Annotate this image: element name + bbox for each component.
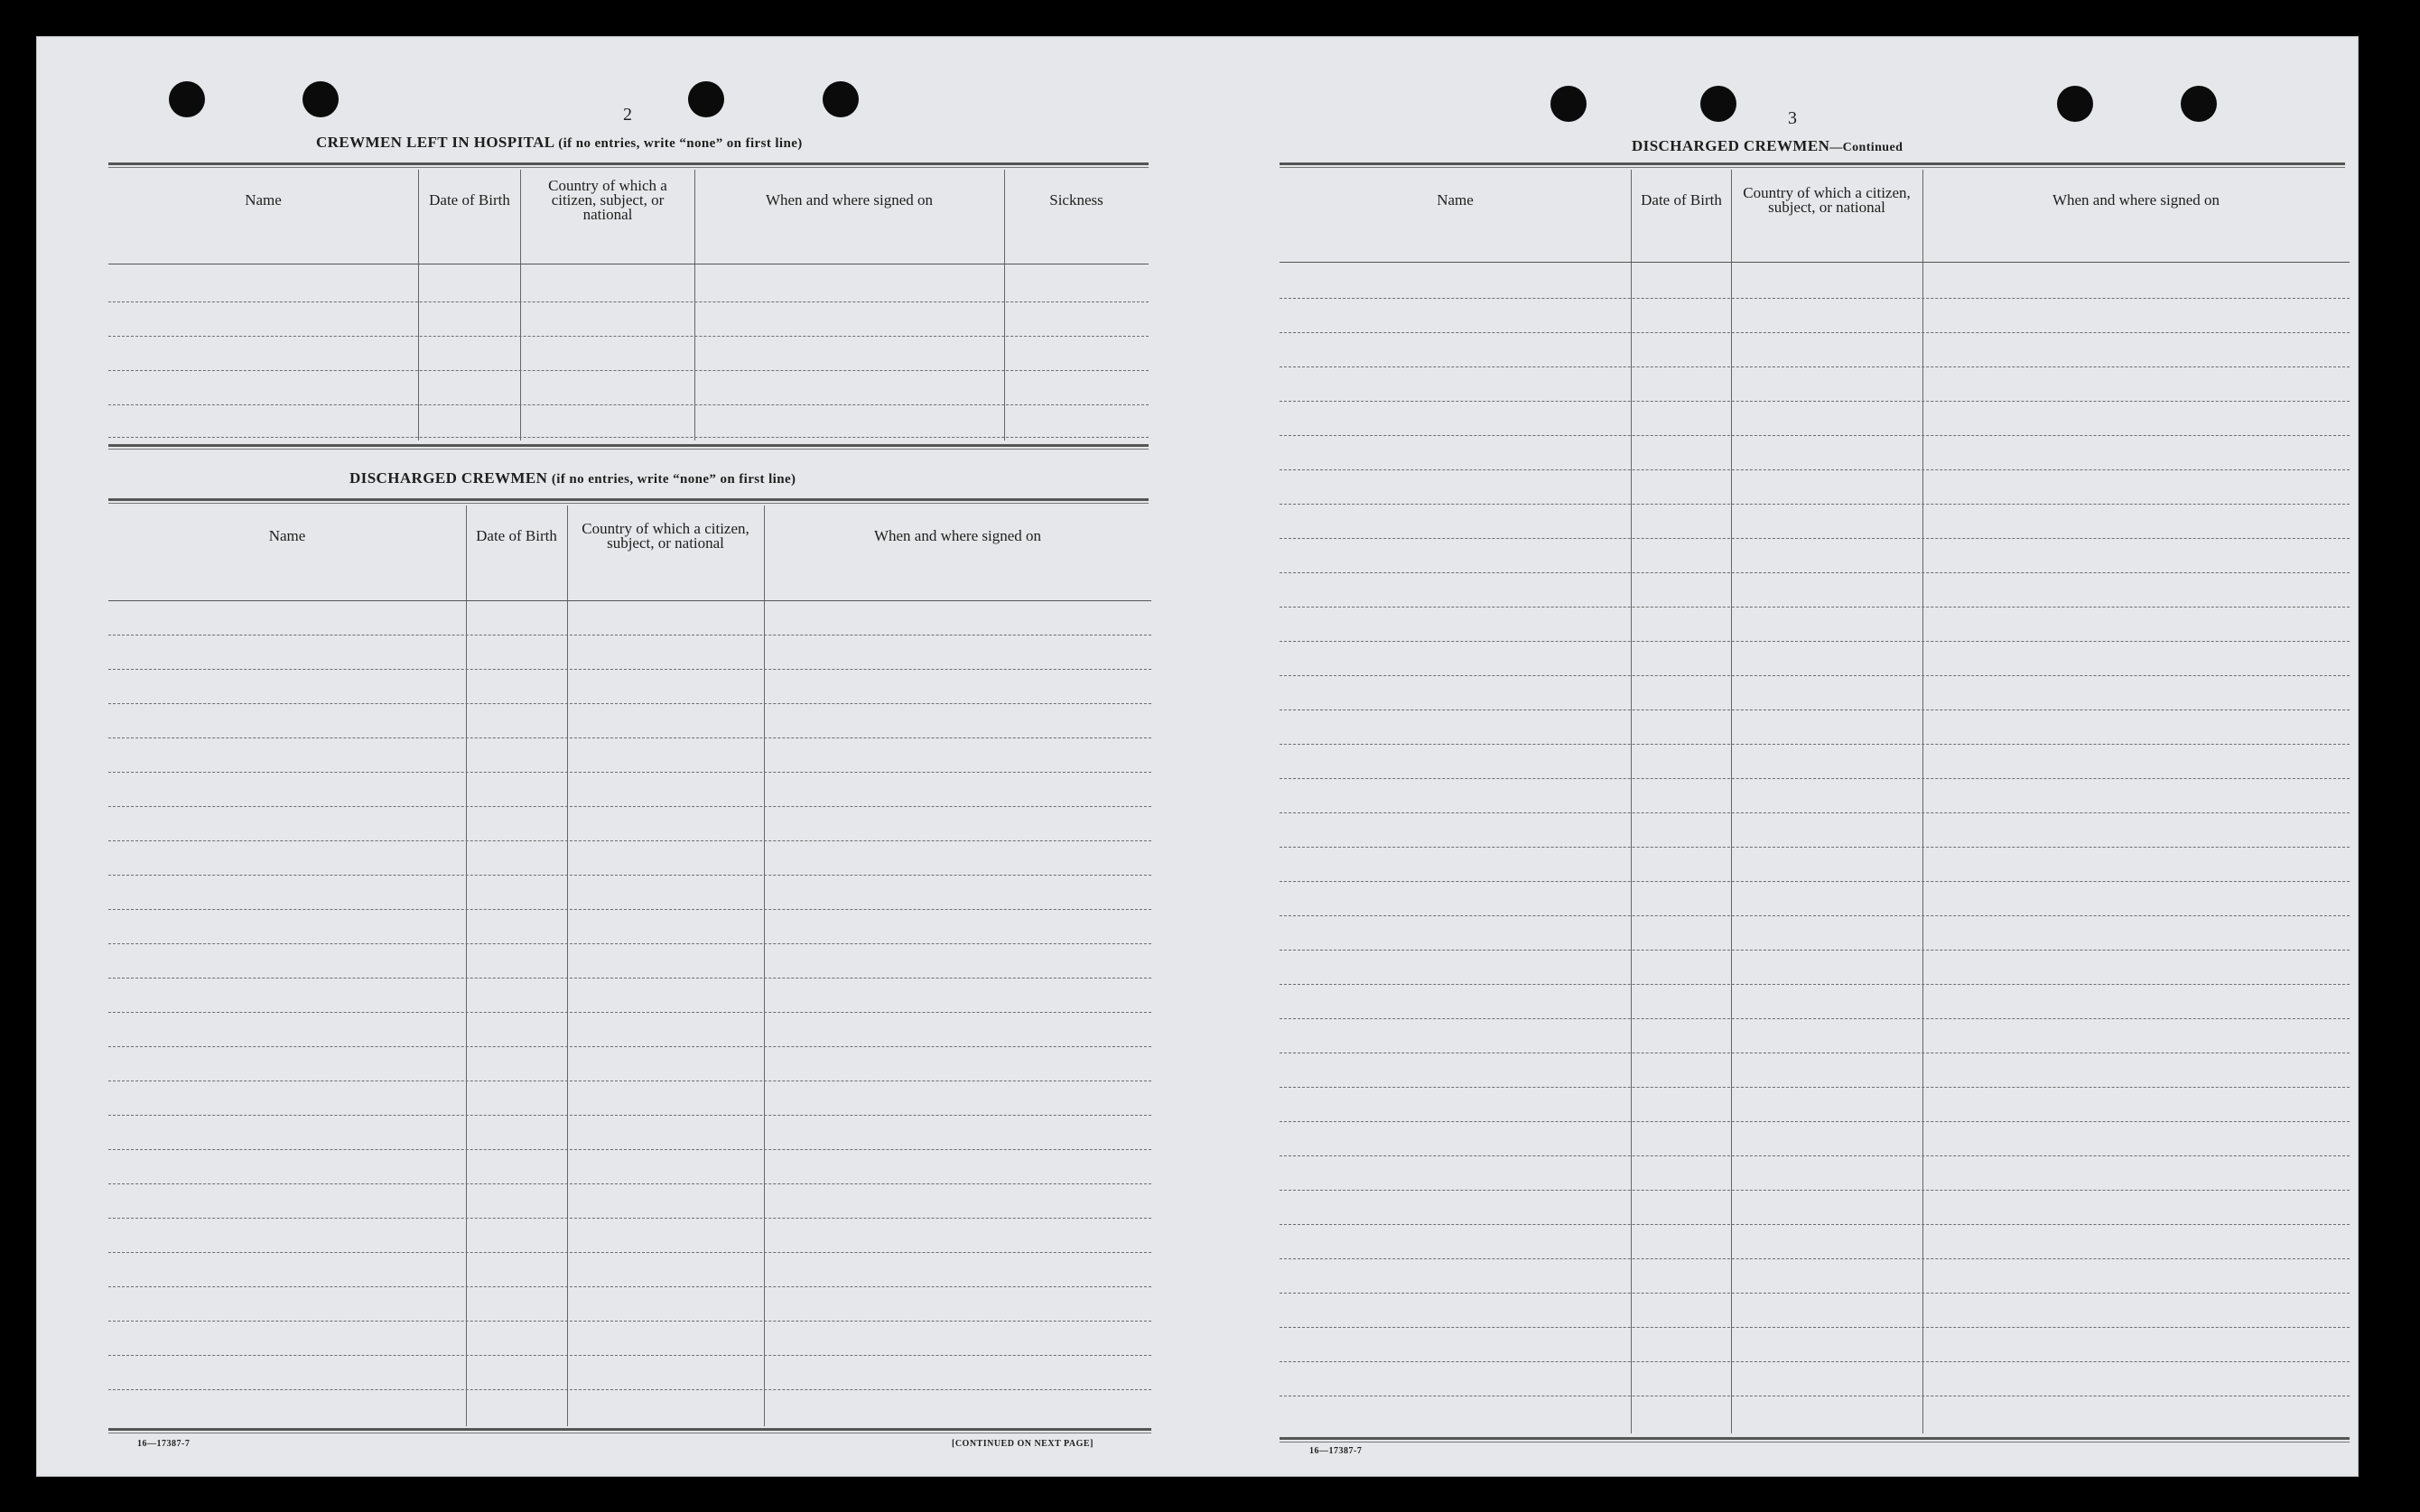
entry-line <box>108 404 1149 405</box>
entry-line <box>1280 572 2350 573</box>
entry-line <box>108 1286 1151 1287</box>
entry-line <box>108 370 1149 371</box>
column-header-signed-on: When and where signed on <box>765 191 934 209</box>
column-divider <box>764 506 765 1426</box>
hospital-top-rule <box>108 162 1149 165</box>
right-bottom-rule <box>1280 1437 2350 1440</box>
column-header-country: Country of which a citizen, subject, or national <box>548 177 667 223</box>
entry-line <box>108 875 1151 876</box>
header-underline <box>108 600 1151 601</box>
entry-line <box>108 437 1149 438</box>
column-divider <box>466 506 467 1426</box>
continued-note: [CONTINUED ON NEXT PAGE] <box>952 1439 1094 1449</box>
discharged-title-note: (if no entries, write “none” on first line) <box>551 472 796 487</box>
entry-line <box>1280 504 2350 505</box>
discharged-continued-title <box>1632 137 1903 155</box>
entry-line <box>108 1046 1151 1047</box>
binder-hole <box>2181 86 2217 122</box>
column-divider <box>418 170 419 441</box>
column-header-country: Country of which a citizen, subject, or national <box>1743 184 1911 216</box>
entry-line <box>1280 435 2350 436</box>
column-header-date-of-birth: Date of Birth <box>476 527 557 544</box>
column-divider <box>1731 170 1732 1433</box>
discharged-title-main: DISCHARGED CREWMEN <box>349 469 548 487</box>
entry-line <box>1280 1258 2350 1259</box>
discharged-table-right <box>1280 170 2350 1433</box>
entry-line <box>1280 366 2350 367</box>
binder-hole <box>302 81 339 117</box>
discharged-table-left <box>108 506 1151 1426</box>
entry-line <box>108 1355 1151 1356</box>
hospital-bottom-rule <box>108 444 1149 447</box>
column-divider <box>567 506 568 1426</box>
entry-line <box>1280 641 2350 642</box>
entry-line <box>1280 1155 2350 1156</box>
column-header-signed-on: When and where signed on <box>873 527 1042 544</box>
left-page-number: 2 <box>623 105 632 125</box>
discharged-top-rule <box>108 498 1149 501</box>
entry-line <box>1280 675 2350 676</box>
binder-hole <box>688 81 724 117</box>
hospital-table <box>108 170 1149 441</box>
binder-hole <box>1550 86 1587 122</box>
entry-line <box>108 840 1151 841</box>
entry-line <box>1280 915 2350 916</box>
entry-line <box>108 336 1149 337</box>
entry-line <box>1280 538 2350 539</box>
entry-line <box>108 1183 1151 1184</box>
column-divider <box>520 170 521 441</box>
column-header-name: Name <box>1437 191 1474 209</box>
entry-line <box>1280 607 2350 608</box>
header-underline <box>1280 262 2350 263</box>
entry-line <box>1280 812 2350 813</box>
entry-line <box>108 909 1151 910</box>
column-header-signed-on: When and where signed on <box>2052 191 2220 209</box>
hospital-section-title <box>316 134 803 152</box>
entry-line <box>1280 1293 2350 1294</box>
entry-line <box>108 1012 1151 1013</box>
right-form-number: 16—17387-7 <box>1309 1446 1363 1456</box>
entry-line <box>108 1218 1151 1219</box>
entry-line <box>1280 1327 2350 1328</box>
document-sheet <box>36 36 2359 1477</box>
column-header-country: Country of which a citizen, subject, or national <box>582 520 749 552</box>
entry-line <box>108 1252 1151 1253</box>
hospital-title-note: (if no entries, write “none” on first line) <box>558 136 803 151</box>
entry-line <box>108 301 1149 302</box>
entry-line <box>1280 1361 2350 1362</box>
binder-hole <box>169 81 205 117</box>
entry-line <box>1280 1190 2350 1191</box>
discharged-continued-main: DISCHARGED CREWMEN <box>1632 137 1830 154</box>
entry-line <box>108 1389 1151 1390</box>
binder-hole <box>2057 86 2093 122</box>
entry-line <box>108 703 1151 704</box>
column-header-name: Name <box>245 191 282 209</box>
column-divider <box>1631 170 1632 1433</box>
entry-line <box>1280 1087 2350 1088</box>
entry-line <box>1280 744 2350 745</box>
entry-line <box>1280 469 2350 470</box>
entry-line <box>108 978 1151 979</box>
entry-line <box>1280 950 2350 951</box>
left-bottom-rule <box>108 1428 1151 1431</box>
entry-line <box>108 806 1151 807</box>
right-page-number: 3 <box>1788 108 1797 128</box>
entry-line <box>1280 1121 2350 1122</box>
entry-line <box>1280 401 2350 402</box>
column-divider <box>1922 170 1923 1433</box>
discharged-continued-suffix: —Continued <box>1829 141 1903 154</box>
binder-hole <box>823 81 859 117</box>
entry-line <box>108 669 1151 670</box>
entry-line <box>108 1115 1151 1116</box>
entry-line <box>1280 1224 2350 1225</box>
entry-line <box>1280 778 2350 779</box>
hospital-title-main: CREWMEN LEFT IN HOSPITAL <box>316 134 554 151</box>
entry-line <box>108 1149 1151 1150</box>
entry-line <box>1280 1018 2350 1019</box>
right-top-rule <box>1280 162 2345 165</box>
entry-line <box>1280 881 2350 882</box>
column-header-name: Name <box>268 527 306 544</box>
column-header-date-of-birth: Date of Birth <box>429 191 510 209</box>
entry-line <box>1280 298 2350 299</box>
discharged-section-title <box>349 469 796 487</box>
entry-line <box>1280 332 2350 333</box>
binder-hole <box>1700 86 1736 122</box>
column-header-date-of-birth: Date of Birth <box>1641 191 1722 209</box>
entry-line <box>108 772 1151 773</box>
left-form-number: 16—17387-7 <box>137 1439 191 1449</box>
entry-line <box>1280 984 2350 985</box>
entry-line <box>108 737 1151 738</box>
entry-line <box>1280 847 2350 848</box>
entry-line <box>108 943 1151 944</box>
column-header-sickness: Sickness <box>1049 191 1103 209</box>
entry-line <box>108 1321 1151 1322</box>
